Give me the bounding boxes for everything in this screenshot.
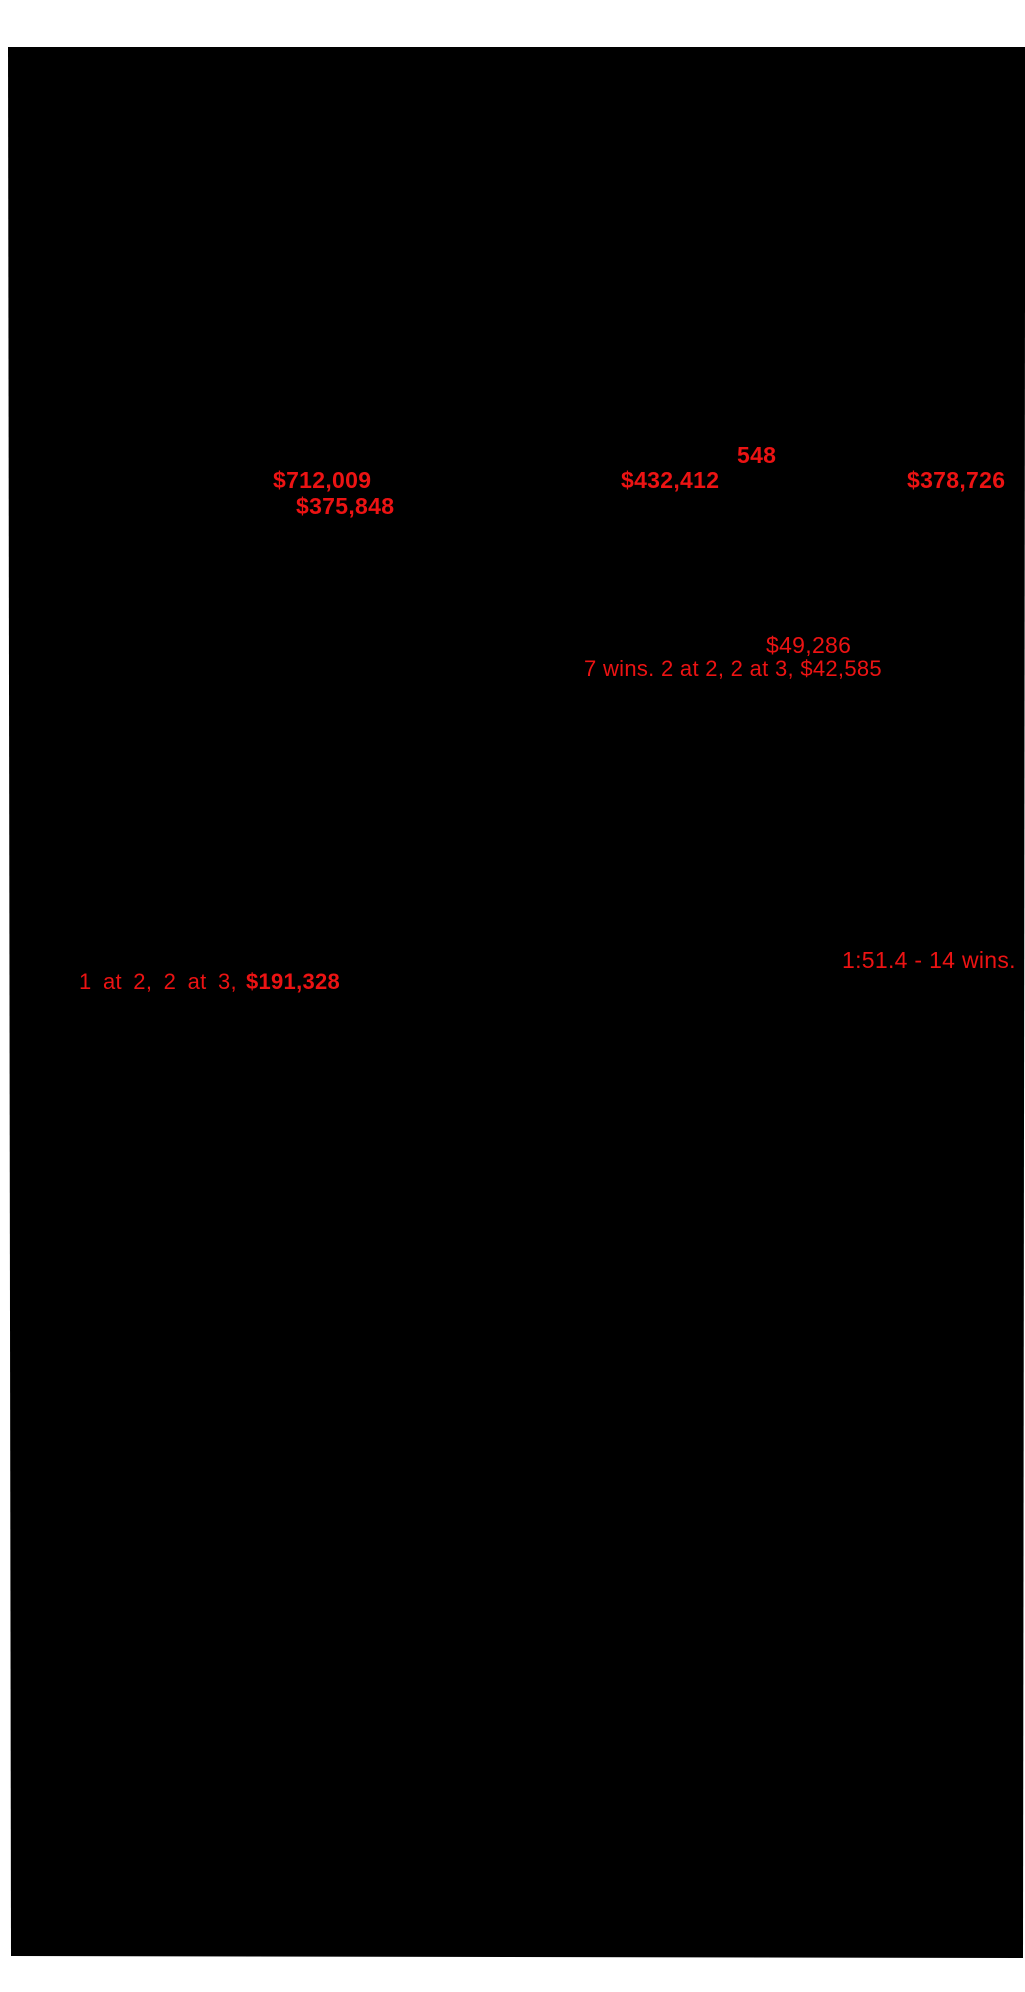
red-earnings-432412: $432,412 — [621, 467, 720, 493]
red-earnings-375848: $375,848 — [296, 493, 395, 519]
red-earnings-378726: $378,726 — [907, 467, 1006, 493]
red-earnings-712009: $712,009 — [273, 467, 372, 493]
red-wins-line-191328-amount: $191,328 — [245, 969, 341, 994]
red-time-wins-line: 1:51.4 - 14 wins. — [842, 947, 1016, 973]
red-stat-548: 548 — [737, 442, 777, 468]
red-wins-line-191328 — [79, 971, 340, 993]
red-wins-line-191328-prefix: 1 at 2, 2 at 3, — [79, 969, 237, 994]
red-earnings-49286: $49,286 — [766, 632, 852, 658]
red-wins-line-42585: 7 wins. 2 at 2, 2 at 3, $42,585 — [584, 656, 882, 681]
